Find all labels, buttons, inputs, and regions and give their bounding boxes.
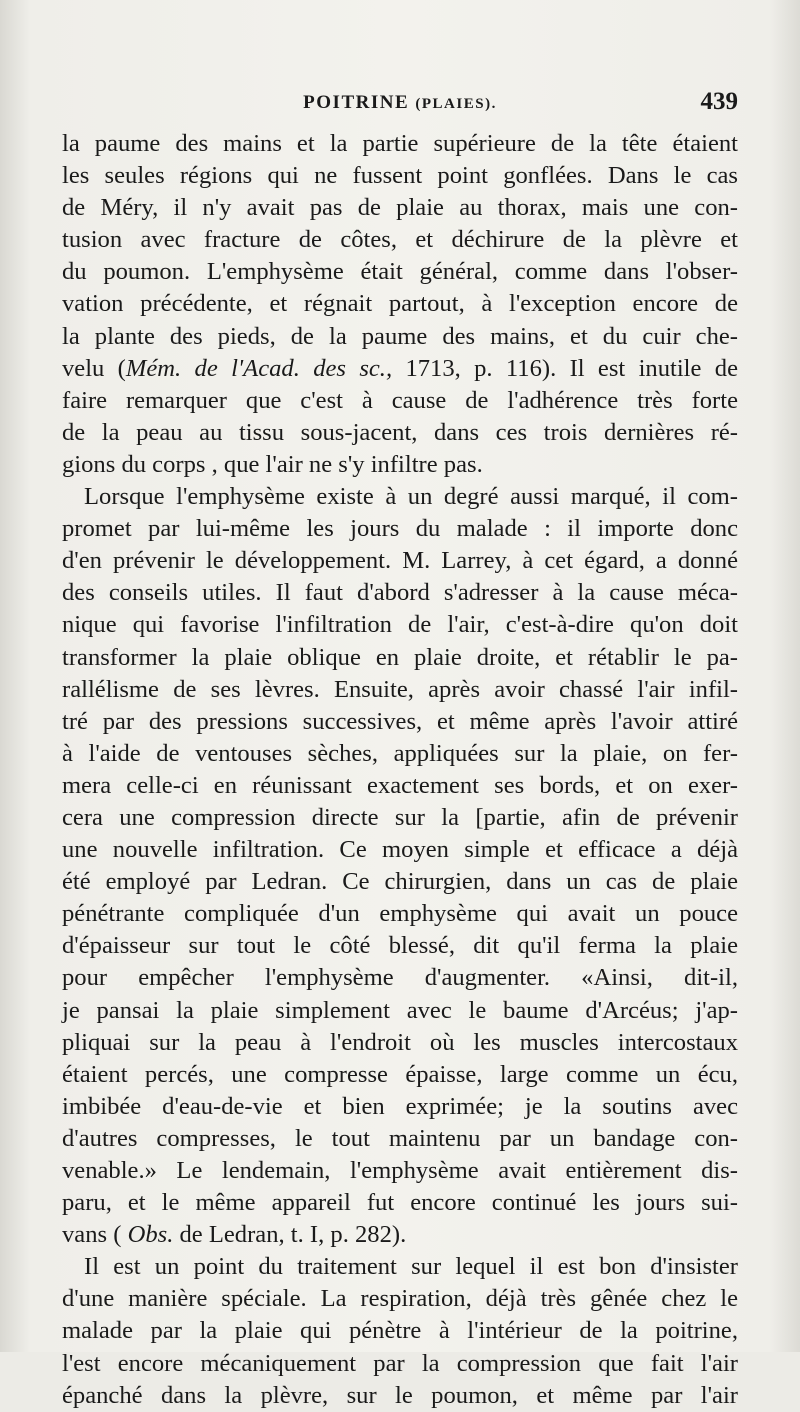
text-line: la paume des mains et la partie supérieure de la tête étaient	[62, 130, 738, 157]
text-line: été employé par Ledran. Ce chirurgien, dans un cas de plaie	[62, 868, 738, 896]
text-line: imbibée d'eau-de-vie et bien exprimée; je la soutins avec	[62, 1092, 738, 1120]
text-line: du poumon. L'emphysème était général, comme dans l'obser-	[62, 258, 738, 286]
running-head-subtitle: (PLAIES).	[415, 96, 497, 112]
text-line: vation précédente, et régnait partout, à l'exception encore de	[62, 290, 738, 318]
body-text	[62, 128, 738, 1412]
text-line: les seules régions qui ne fussent point gonflées. Dans le cas	[62, 162, 738, 190]
text-line: d'en prévenir le développement. M. Larrey, à cet égard, a donné	[62, 547, 738, 575]
page-header	[62, 88, 738, 128]
text-line: des conseils utiles. Il faut d'abord s'adresser à la cause méca-	[62, 579, 738, 607]
text-line: promet par lui-même les jours du malade : il importe donc	[62, 515, 738, 543]
text-line: cera une compression directe sur la [partie, afin de prévenir	[62, 803, 738, 831]
text-line: épanché dans la plèvre, sur le poumon, et même par l'air	[62, 1381, 738, 1409]
text-line	[62, 1219, 738, 1251]
text-segment: de Ledran, t. I, p. 282).	[173, 1221, 407, 1249]
text-line	[62, 353, 738, 385]
text-line: la plante des pieds, de la paume des mains, et du cuir che-	[62, 322, 738, 350]
text-line: mera celle-ci en réunissant exactement ses bords, et on exer-	[62, 771, 738, 799]
text-segment: velu (	[62, 354, 126, 382]
text-line: pénétrante compliquée d'un emphysème qui avait un pouce	[62, 900, 738, 928]
text-line: transformer la plaie oblique en plaie droite, et rétablir le pa-	[62, 643, 738, 671]
text-line: pliquai sur la peau à l'endroit où les muscles intercostaux	[62, 1028, 738, 1056]
text-line: venable.» Le lendemain, l'emphysème avait entièrement dis-	[62, 1157, 738, 1184]
text-line: malade par la plaie qui pénètre à l'intérieur de la poitrine,	[62, 1317, 738, 1345]
text-line: faire remarquer que c'est à cause de l'adhérence très forte	[62, 386, 738, 414]
text-segment: vans (	[62, 1221, 128, 1249]
text-line: rallélisme de ses lèvres. Ensuite, après avoir chassé l'air infil-	[62, 675, 738, 703]
text-line: étaient percés, une compresse épaisse, large comme un écu,	[62, 1060, 738, 1088]
text-line: tré par des pressions successives, et même après l'avoir attiré	[62, 707, 738, 735]
text-line: d'autres compresses, le tout maintenu par un bandage con-	[62, 1124, 738, 1152]
text-line: Lorsque l'emphysème existe à un degré aussi marqué, il com-	[84, 483, 738, 511]
text-line: paru, et le même appareil fut encore continué les jours sui-	[62, 1189, 738, 1217]
text-line: l'est encore mécaniquement par la compression que fait l'air	[62, 1349, 738, 1377]
text-line: d'épaisseur sur tout le côté blessé, dit qu'il ferma la plaie	[62, 932, 738, 960]
italic-citation: Mém. de l'Acad. des sc.,	[125, 354, 393, 382]
page-number: 439	[700, 88, 738, 115]
text-line: gions du corps , que l'air ne s'y infiltre pas.	[62, 450, 483, 478]
text-line: de la peau au tissu sous-jacent, dans ces trois dernières ré-	[62, 418, 738, 446]
text-segment: 1713, p. 116). Il est inutile de	[392, 354, 738, 382]
text-line: tusion avec fracture de côtes, et déchirure de la plèvre et	[62, 226, 738, 254]
running-head	[62, 92, 738, 114]
text-line: à l'aide de ventouses sèches, appliquées sur la plaie, on fer-	[62, 739, 738, 767]
italic-citation: Obs.	[127, 1221, 174, 1249]
text-line: je pansai la plaie simplement avec le baume d'Arcéus; j'ap-	[62, 996, 738, 1024]
text-line: de Méry, il n'y avait pas de plaie au thorax, mais une con-	[62, 194, 738, 222]
text-line: une nouvelle infiltration. Ce moyen simple et efficace a déjà	[62, 836, 738, 864]
text-line: nique qui favorise l'infiltration de l'air, c'est-à-dire qu'on doit	[62, 611, 738, 639]
running-head-title: POITRINE	[303, 92, 410, 113]
text-line: Il est un point du traitement sur lequel il est bon d'insister	[84, 1253, 738, 1281]
text-line: d'une manière spéciale. La respiration, déjà très gênée chez le	[62, 1285, 738, 1313]
text-line: pour empêcher l'emphysème d'augmenter. «Ainsi, dit-il,	[62, 964, 738, 992]
